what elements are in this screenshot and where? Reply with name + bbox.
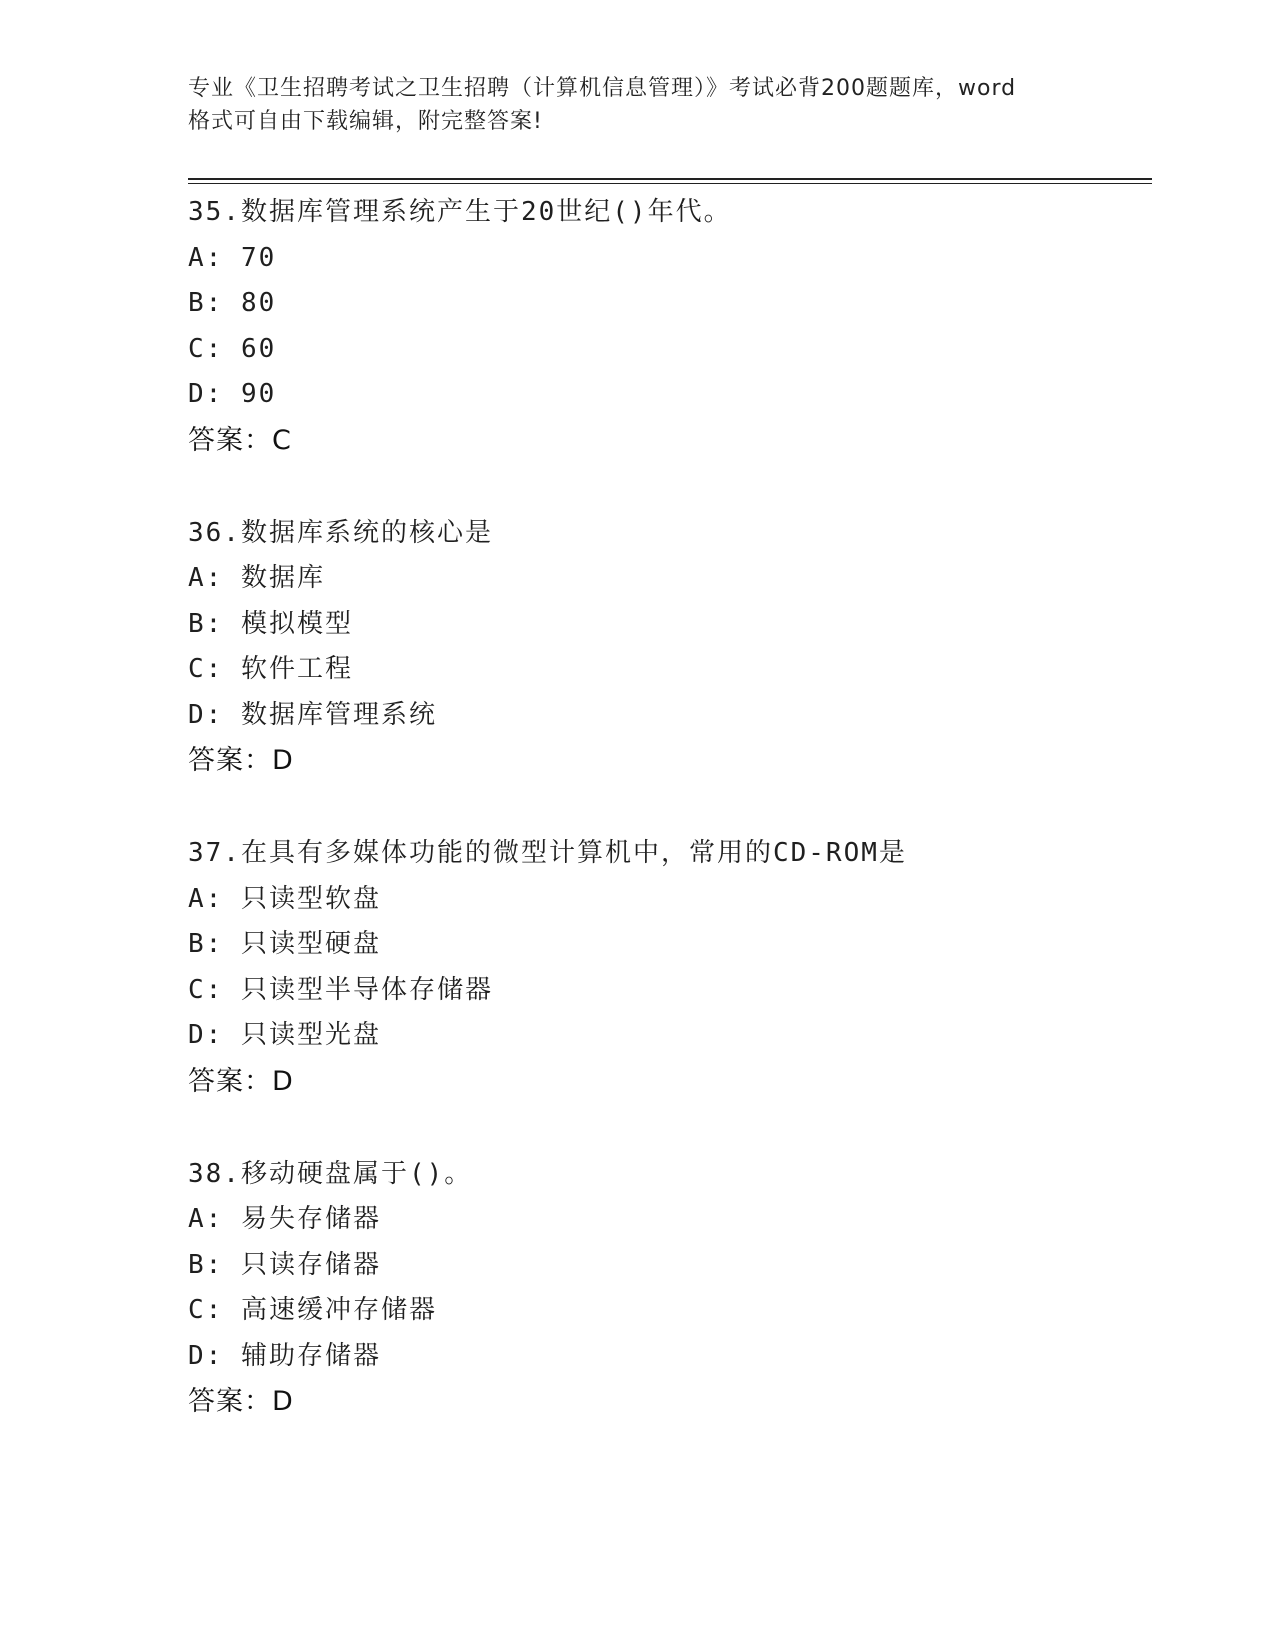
answer-line: 答案：C <box>188 424 292 456</box>
option-d: D: 数据库管理系统 <box>188 699 437 730</box>
option-a: A: 70 <box>188 242 277 273</box>
header-divider <box>188 178 1152 184</box>
option-d: D: 辅助存储器 <box>188 1340 381 1371</box>
question-stem: 38.移动硬盘属于()。 <box>188 1158 473 1189</box>
question-38 <box>188 1152 1148 1426</box>
question-list <box>188 190 1148 1472</box>
header-line-2: 格式可自由下载编辑，附完整答案! <box>188 109 543 134</box>
header-line-1: 专业《卫生招聘考试之卫生招聘（计算机信息管理）》考试必背200题题库，word <box>188 76 1017 101</box>
option-c: C: 只读型半导体存储器 <box>188 974 493 1005</box>
document-header <box>188 72 1088 138</box>
answer-line: 答案：D <box>188 745 294 776</box>
option-b: B: 80 <box>188 288 277 318</box>
option-b: B: 只读存储器 <box>188 1249 381 1280</box>
answer-line: 答案：D <box>188 1386 294 1417</box>
question-stem: 36.数据库系统的核心是 <box>188 517 493 548</box>
option-d: D: 90 <box>188 379 277 409</box>
option-d: D: 只读型光盘 <box>188 1020 381 1050</box>
question-36 <box>188 511 1148 785</box>
option-a: A: 数据库 <box>188 563 325 593</box>
option-a: A: 易失存储器 <box>188 1204 381 1234</box>
option-b: B: 只读型硬盘 <box>188 929 381 959</box>
option-c: C: 软件工程 <box>188 654 353 684</box>
option-c: C: 高速缓冲存储器 <box>188 1295 437 1325</box>
question-stem: 35.数据库管理系统产生于20世纪()年代。 <box>188 197 732 227</box>
question-35 <box>188 190 1148 464</box>
question-stem: 37.在具有多媒体功能的微型计算机中，常用的CD-ROM是 <box>188 838 907 868</box>
option-a: A: 只读型软盘 <box>188 883 381 914</box>
option-c: C: 60 <box>188 333 277 364</box>
option-b: B: 模拟模型 <box>188 608 353 639</box>
question-37 <box>188 831 1148 1105</box>
answer-line: 答案：D <box>188 1065 294 1097</box>
